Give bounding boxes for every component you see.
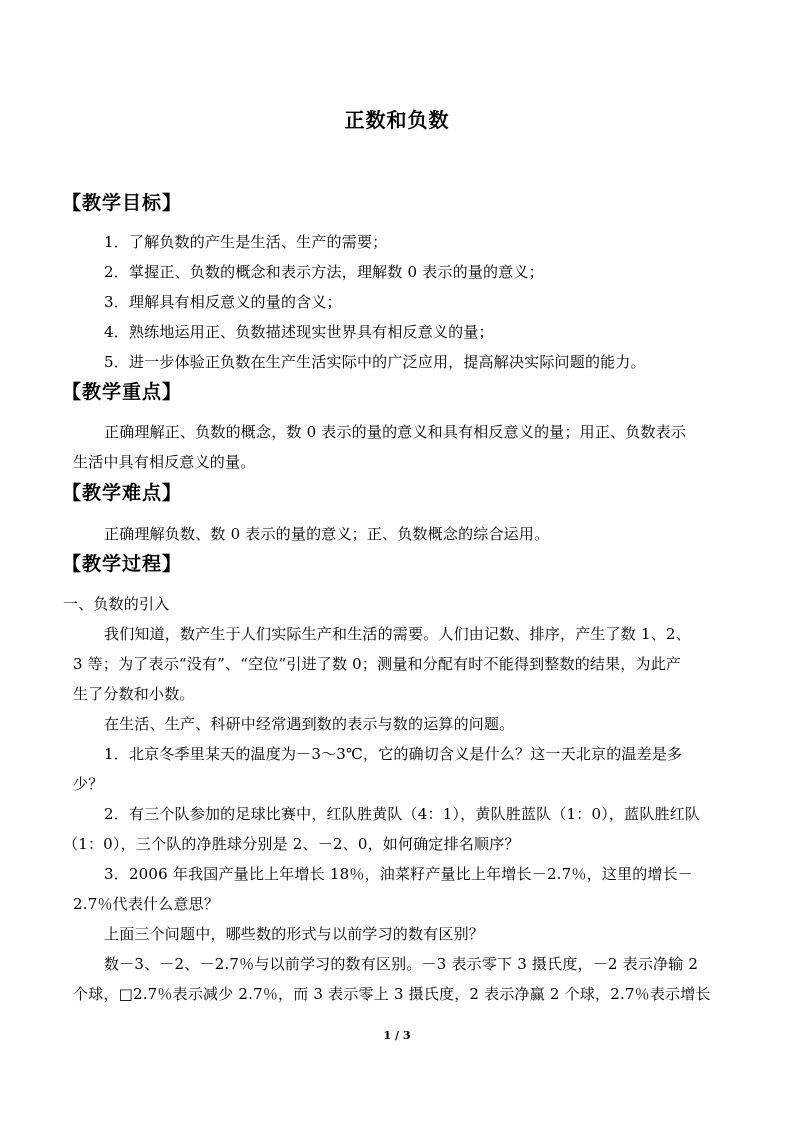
process-subheading: 一、负数的引入 (63, 595, 170, 613)
objective-item: 3．理解具有相反意义的量的含义； (104, 293, 342, 311)
difficulty-paragraph-line: 正确理解负数、数 0 表示的量的意义；正、负数概念的综合运用。 (104, 525, 550, 543)
process-line: 2.7％代表什么意思？ (73, 895, 220, 913)
objective-item: 1．了解负数的产生是生活、生产的需要； (104, 233, 388, 251)
process-line: 3．2006 年我国产量比上年增长 18％，油菜籽产量比上年增长－2.7％，这里的增长－ (104, 865, 693, 883)
process-line: （1：0），三个队的净胜球分别是 2、－2、0，如何确定排名顺序？ (63, 835, 520, 853)
focus-paragraph-line: 正确理解正、负数的概念，数 0 表示的量的意义和具有相反意义的量；用正、负数表示 (104, 423, 687, 441)
process-line: 2．有三个队参加的足球比赛中，红队胜黄队（4：1），黄队胜蓝队（1：0），蓝队胜红队 (104, 805, 701, 823)
section-heading-difficulty: 【教学难点】 (62, 482, 183, 504)
objective-item: 2．掌握正、负数的概念和表示方法，理解数 0 表示的量的意义； (104, 263, 544, 281)
objective-item: 4．熟练地运用正、负数描述现实世界具有相反意义的量； (104, 323, 494, 341)
focus-paragraph-line: 生活中具有相反意义的量。 (73, 453, 256, 471)
section-heading-objectives: 【教学目标】 (62, 192, 183, 214)
section-heading-process: 【教学过程】 (62, 553, 183, 575)
process-line: 生了分数和小数。 (73, 685, 195, 703)
process-line: 3 等；为了表示“没有”、“空位”引进了数 0；测量和分配有时不能得到整数的结果，为此产 (73, 655, 682, 673)
process-line: 数－3、－2、－2.7％与以前学习的数有区别。－3 表示零下 3 摄氏度，－2 表示净输 2 (104, 955, 699, 973)
page-title: 正数和负数 (344, 108, 450, 132)
process-line: 上面三个问题中，哪些数的形式与以前学习的数有区别？ (104, 925, 485, 943)
section-heading-focus: 【教学重点】 (62, 381, 183, 403)
process-line: 我们知道，数产生于人们实际生产和生活的需要。人们由记数、排序，产生了数 1、2、 (104, 625, 691, 643)
process-line: 个球，□2.7％表示减少 2.7％，而 3 表示零上 3 摄氏度，2 表示净赢 2 个球，2.7％表示增长 (73, 985, 711, 1003)
process-line: 1．北京冬季里某天的温度为－3～3℃，它的确切含义是什么？这一天北京的温差是多 (104, 745, 683, 763)
objective-item: 5．进一步体验正负数在生产生活实际中的广泛应用，提高解决实际问题的能力。 (104, 353, 646, 371)
process-line: 少？ (73, 775, 104, 793)
process-line: 在生活、生产、科研中经常遇到数的表示与数的运算的问题。 (104, 715, 515, 733)
page-number: 1 / 3 (383, 1029, 411, 1042)
